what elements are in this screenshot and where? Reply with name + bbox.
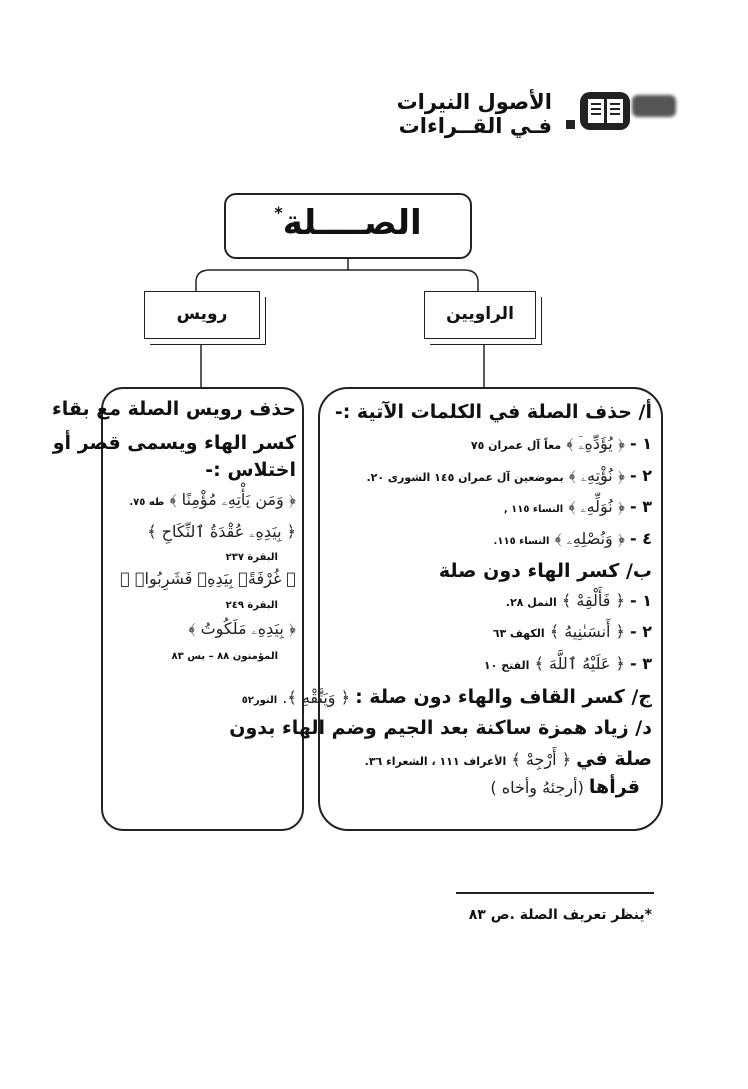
book-title-line2: فـي القــراءات: [398, 114, 552, 138]
footnote-divider: [456, 892, 654, 894]
verse-text: ﴿ وَمَن يَأْتِهِۦ مُؤْمِنًا ﴾: [169, 490, 296, 509]
rawiyayn-box: [424, 291, 536, 339]
ruways-line1: حذف رويس الصلة مع بقاء: [52, 398, 296, 420]
book-title-line1: الأصول النيرات: [396, 90, 552, 114]
section-a-item-1: ١ - ﴿ يُؤَدِّهِۦٓ ﴾ معاً آل عمران ٧٥: [470, 434, 652, 453]
section-d-line1: د/ زياد همزة ساكنة بعد الجيم وضم الهاء بدون: [229, 717, 652, 739]
verse-ref: البقرة ٢٤٩: [225, 600, 278, 611]
verse-ref: المؤمنون ٨٨ – يس ٨٣: [171, 651, 278, 662]
section-b-item-3: ٣ - ﴿ عَلَيْهُ ٱللَّهَ ﴾ الفتح ١٠: [483, 654, 652, 673]
section-b-item-2: ٢ - ﴿ أَنسَىٰنِيهُ ﴾ الكهف ٦٣: [492, 622, 652, 641]
rawiyayn-label: الراويين: [446, 304, 514, 324]
ruways-verse-4: [188, 619, 296, 639]
ruways-label: رويس: [176, 304, 228, 324]
section-a-item-3: ٣ - ﴿ نُوَلِّهِۦ ﴾ النساء ١١٥ ,: [503, 497, 652, 516]
verse-text: ﴿ بِيَدِهِۦ مَلَكُوتُ ﴾: [188, 619, 296, 638]
title-marker: *: [274, 203, 283, 222]
verse-text: ﴿ بِيَدِهِۦ عُقْدَةُ ٱلنِّكَاحِ ﴾: [147, 522, 296, 541]
verse-ref: طه ٧٥.: [129, 497, 165, 508]
ruways-line3: اختلاس :-: [205, 459, 296, 481]
ruways-verse-2: [147, 522, 296, 542]
diagram-title: الصــــلة: [282, 203, 422, 243]
section-a-item-2: ٢ - ﴿ نُؤْتِهِۦ ﴾ بموضعين آل عمران ١٤٥ الشورى ٢٠.: [366, 466, 652, 485]
section-d-line2: صلة في ﴿ أَرْجِهْ ﴾ الأعراف ١١١ ، الشعراء ٣٦.: [364, 748, 652, 770]
verse-ref: البقرة ٢٣٧: [225, 552, 278, 563]
section-b-heading: ب/ كسر الهاء دون صلة: [438, 560, 652, 582]
ruways-box: [144, 291, 260, 339]
section-a-item-4: ٤ - ﴿ وَنُصْلِهِۦ ﴾ النساء ١١٥.: [493, 529, 652, 548]
footnote: *ينظر تعريف الصلة .ص ٨٣: [468, 907, 652, 923]
section-a-heading: أ/ حذف الصلة في الكلمات الآتية :-: [334, 401, 652, 423]
section-b-item-1: ١ - ﴿ فَأَلْقِهْ ﴾ النمل ٢٨.: [505, 591, 652, 610]
title-row: [224, 203, 472, 243]
ruways-verse-3: [120, 569, 296, 588]
verse-text: ﴿ غُرْفَةًۢ بِيَدِهِۦ فَشَرِبُوا۟ ﴾: [120, 569, 296, 588]
section-d-reading: قرأها (أرجئهُ وأخاه ): [490, 776, 640, 798]
section-c-line: ج/ كسر القاف والهاء دون صلة : ﴿ وَيَتَّقْهِ ﴾. النور٥٢: [241, 686, 652, 708]
ruways-line2: كسر الهاء ويسمى قصر أو: [52, 432, 296, 454]
ruways-verse-1: [129, 490, 296, 510]
